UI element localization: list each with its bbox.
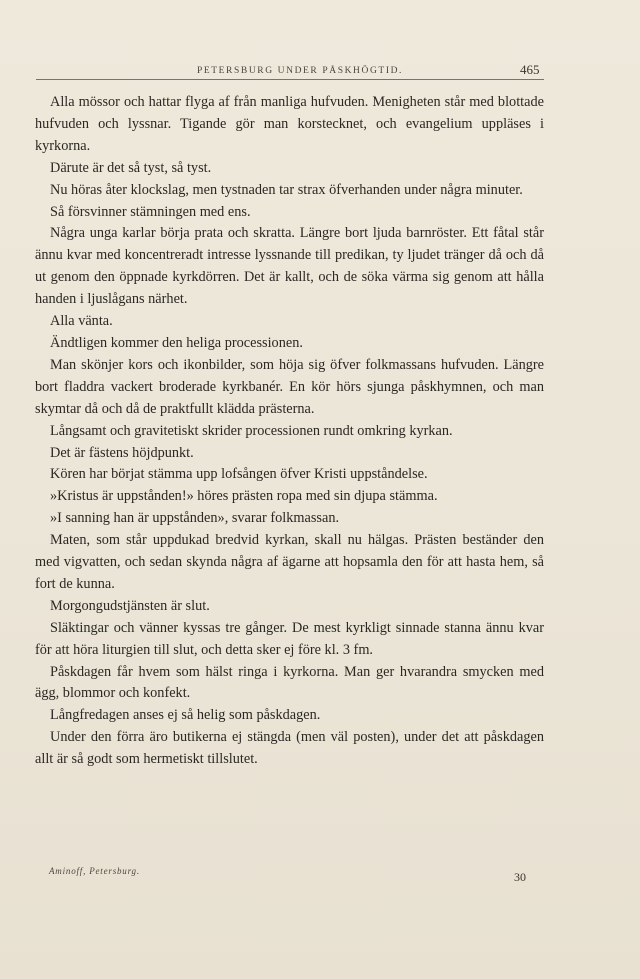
header-rule	[36, 79, 544, 80]
paragraph: Alla vänta.	[50, 313, 113, 330]
paragraph: Långsamt och gravitetiskt skrider processionen rundt omkring kyrkan.	[50, 422, 453, 439]
paragraph: Under den förra äro butikerna ej stängda (men väl posten), under det att påskdagen allt är så godt som hermetiskt tillslutet.	[35, 729, 544, 768]
paragraph: Morgongudstjänsten är slut.	[50, 597, 210, 614]
paragraph: Maten, som står uppdukad bredvid kyrkan, skall nu hälgas. Prästen beständer den med vigvatten, och sedan skynda några af ägarne att hopsamla den för att hasta hem, så fort de kunna.	[35, 532, 544, 592]
paragraph: Släktingar och vänner kyssas tre gånger. De mest kyrkligt sinnade stanna ännu kvar för att höra liturgien till slut, och detta sker ej före kl. 3 fm.	[35, 619, 544, 658]
paragraph: Man skönjer kors och ikonbilder, som höja sig öfver folkmassans hufvuden. Längre bort fladdra vackert broderade kyrkbanér. En kör hörs sjunga påskhymnen, och man skymtar då och då de praktfullt klädda prästerna.	[35, 356, 544, 417]
paragraph: »Kristus är uppstånden!» höres prästen ropa med sin djupa stämma.	[50, 488, 438, 505]
signature-mark: 30	[514, 870, 526, 884]
paragraph: Påskdagen får hvem som hälst ringa i kyrkorna. Man ger hvarandra smycken med ägg, blommor och konfekt.	[35, 663, 544, 702]
paragraph: Så försvinner stämningen med ens.	[50, 203, 251, 220]
paragraph: Några unga karlar börja prata och skratta. Längre bort ljuda barnröster. Ett fåtal står ännu kvar med koncentreradt intresse lyssnande till predikan, ty ljudet tränger då och då ut genom den öppnade kyrkdörren. Det är kallt, och de söka värma sig genom att hålla handen i ljuslågans närhet.	[35, 225, 544, 308]
paragraph: Därute är det så tyst, så tyst.	[50, 159, 212, 176]
paragraph: Det är fästens höjdpunkt.	[50, 444, 194, 461]
running-head: PETERSBURG UNDER PÅSKHÖGTID.	[196, 66, 404, 76]
page-number: 465	[520, 62, 540, 77]
printer-signature: Aminoff, Petersburg.	[49, 866, 140, 876]
paragraph: »I sanning han är uppstånden», svarar folkmassan.	[50, 510, 340, 527]
paragraph: Nu höras åter klockslag, men tystnaden tar strax öfverhanden under några minuter.	[50, 181, 523, 198]
body-text	[35, 92, 544, 771]
paragraph: Alla mössor och hattar flyga af från manliga hufvuden. Menigheten står med blottade hufvuden och lyssnar. Tigande gör man korstecknet, och evangelium uppläses i kyrkorna.	[35, 94, 544, 154]
paragraph: Långfredagen anses ej så helig som påskdagen.	[50, 707, 321, 724]
paragraph: Kören har börjat stämma upp lofsången öfver Kristi uppståndelse.	[50, 466, 428, 483]
paragraph: Ändtligen kommer den heliga processionen.	[50, 334, 303, 351]
